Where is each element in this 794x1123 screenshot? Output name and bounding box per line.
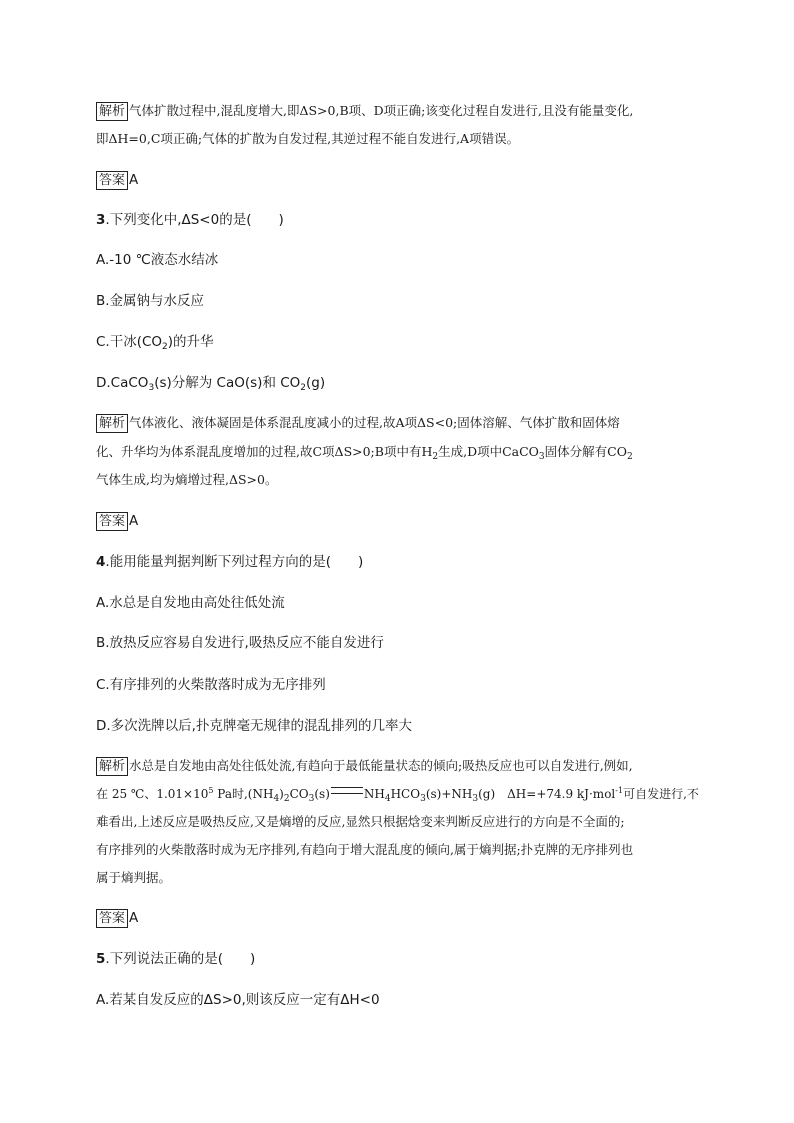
q4-analysis-line: 有序排列的火柴散落时成为无序排列,有趋向于增大混乱度的倾向,属于熵判据;扑克牌的无序排列也 [96, 842, 634, 857]
q3-answer: 答案 A [96, 511, 706, 531]
q3-analysis-line: 解析 气体液化、液体凝固是体系混乱度减小的过程,故A项ΔS<0;固体溶解、气体扩散和固体熔 [96, 413, 706, 433]
q4-analysis-line: 在 25 ℃、$1.01\times 10^5$ Pa时$,(NH_4)_2CO_3(s)$ $NH_4HCO_3(s)+NH_3(g)$ ΔH=+74.9 kJ·mol$^{-1}$可自发进行,不 [96, 786, 699, 804]
analysis-tag: 解析 [96, 414, 128, 433]
q4-analysis-line: 属于熵判据。 [96, 870, 172, 885]
answer-tag: 答案 [96, 171, 128, 190]
q3-option-c: C.干冰$(CO_2)$的升华 [96, 334, 214, 352]
q4-analysis-line: 难看出,上述反应是吸热反应,又是熵增的反应,显然只根据焓变来判断反应进行的方向是不全面的; [96, 814, 625, 829]
q2-analysis-line: 即ΔH=0,C项正确;气体的扩散为自发过程,其逆过程不能自发进行,A项错误。 [96, 131, 520, 146]
q3-option-b: B.金属钠与水反应 [96, 293, 205, 309]
q4-answer: 答案 A [96, 908, 706, 928]
q3-analysis-line: 化、升华均为体系混乱度增加的过程,故C项ΔS>0;B项中有$H_2$生成,D项中CaCO$_3$固体分解有$CO_2$ [96, 444, 633, 462]
q3-option-a: A.-10 ℃液态水结冰 [96, 252, 219, 268]
q2-analysis-line: 解析 气体扩散过程中,混乱度增大,即ΔS>0,B项、D项正确;该变化过程自发进行,且没有能量变化, [96, 101, 706, 121]
q4-option-b: B.放热反应容易自发进行,吸热反应不能自发进行 [96, 635, 384, 651]
analysis-tag: 解析 [96, 757, 128, 776]
q4-stem: 4.能用能量判据判断下列过程方向的是( ) [96, 554, 364, 570]
answer-tag: 答案 [96, 909, 128, 928]
q4-option-d: D.多次洗牌以后,扑克牌毫无规律的混乱排列的几率大 [96, 718, 412, 734]
q4-option-c: C.有序排列的火柴散落时成为无序排列 [96, 677, 326, 693]
analysis-tag: 解析 [96, 102, 128, 121]
q4-analysis-line: 解析 水总是自发地由高处往低处流,有趋向于最低能量状态的倾向;吸热反应也可以自发进行,例如, [96, 756, 706, 776]
q4-option-a: A.水总是自发地由高处往低处流 [96, 595, 285, 611]
equals-sign-icon [331, 787, 363, 794]
q3-analysis-line: 气体生成,均为熵增过程,ΔS>0。 [96, 472, 278, 487]
q5-stem: 5.下列说法正确的是( ) [96, 951, 256, 967]
q2-answer: 答案 A [96, 170, 706, 190]
q3-option-d: D.CaCO$_3$(s)分解为 CaO(s)和 $CO_2(g)$ [96, 375, 326, 393]
q3-stem: 3.下列变化中,ΔS<0的是( ) [96, 212, 284, 228]
q5-option-a: A.若某自发反应的ΔS>0,则该反应一定有ΔH<0 [96, 992, 380, 1008]
answer-tag: 答案 [96, 512, 128, 531]
